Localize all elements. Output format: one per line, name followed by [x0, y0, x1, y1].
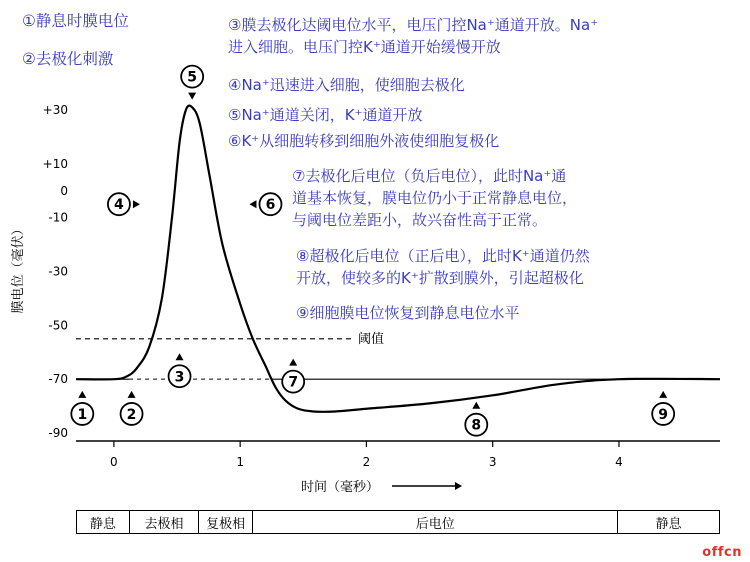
- marker-label: 3: [174, 369, 185, 386]
- phase-segment: 后电位: [253, 511, 618, 533]
- marker-arrow: [78, 391, 86, 398]
- x-axis-label: 时间（毫秒）: [300, 480, 380, 495]
- marker-arrow: [176, 353, 184, 360]
- marker-label: 4: [114, 197, 124, 214]
- threshold-label: 阈值: [358, 332, 385, 347]
- marker-label: 9: [658, 406, 669, 423]
- y-tick-label: 0: [60, 183, 68, 198]
- marker-arrow: [289, 359, 297, 366]
- y-axis-label: 膜电位（毫伏）: [11, 222, 26, 314]
- phase-segment: 去极相: [130, 511, 199, 533]
- x-tick-label: 3: [488, 455, 497, 469]
- note-6: ⑥K⁺从细胞转移到细胞外液使细胞复极化: [228, 132, 500, 150]
- note-4: ④Na⁺迅速进入细胞，使细胞去极化: [228, 76, 465, 94]
- marker-4: [108, 193, 140, 215]
- marker-9: [652, 391, 674, 425]
- marker-arrow: [188, 93, 196, 100]
- marker-8: [465, 402, 487, 436]
- note-7: ⑦去极化后电位（负后电位），此时Na⁺通 道基本恢复，膜电位仍小于正常静息电位， 与阈电位差距小，故兴奋性高于正常。: [292, 167, 578, 229]
- note-2: ②去极化刺激: [22, 50, 114, 68]
- marker-arrow: [133, 200, 140, 208]
- chart-axes: [43, 103, 720, 490]
- note-1: ①静息时膜电位: [22, 12, 129, 30]
- marker-label: 2: [126, 406, 137, 423]
- y-tick-label: -10: [48, 210, 68, 225]
- marker-label: 5: [187, 69, 198, 86]
- y-tick-label: +10: [42, 156, 68, 171]
- marker-arrow: [249, 200, 256, 208]
- marker-3: [169, 353, 191, 387]
- note-9: ⑨细胞膜电位恢复到静息电位水平: [296, 304, 520, 322]
- marker-arrow: [472, 402, 480, 409]
- x-tick-label: 2: [362, 455, 371, 469]
- marker-label: 6: [265, 197, 276, 214]
- marker-5: [181, 66, 203, 100]
- watermark: offcn: [702, 545, 742, 560]
- marker-label: 7: [288, 374, 299, 391]
- chart-guides: [76, 339, 352, 379]
- y-tick-label: -70: [48, 372, 68, 387]
- x-tick-label: 1: [236, 455, 244, 469]
- marker-label: 1: [77, 406, 88, 423]
- marker-arrow: [128, 391, 136, 398]
- phase-bar: [76, 510, 720, 534]
- x-tick-label: 4: [615, 455, 623, 469]
- x-axis-arrowhead: [455, 482, 462, 490]
- marker-7: [282, 359, 304, 393]
- y-tick-label: -50: [48, 318, 68, 333]
- marker-arrow: [659, 391, 667, 398]
- note-8: ⑧超极化后电位（正后电），此时K⁺通道仍然 开放，使较多的K⁺扩散到膜外，引起超极化: [296, 247, 590, 287]
- marker-label: 8: [471, 417, 482, 434]
- note-3: ③膜去极化达阈电位水平，电压门控Na⁺通道开放。Na⁺ 进入细胞。电压门控K⁺通道开始缓慢开放: [228, 16, 599, 56]
- y-tick-label: +30: [42, 103, 68, 117]
- marker-6: [249, 193, 281, 215]
- phase-segment: 静息: [655, 516, 682, 532]
- phase-segment: 静息: [77, 511, 130, 533]
- note-5: ⑤Na⁺通道关闭，K⁺通道开放: [228, 106, 423, 124]
- marker-2: [121, 391, 143, 425]
- y-tick-label: -30: [48, 264, 68, 279]
- marker-1: [71, 391, 93, 425]
- y-tick-label: -90: [48, 426, 68, 440]
- phase-segment: 复极相: [199, 511, 253, 533]
- x-tick-label: 0: [110, 455, 118, 469]
